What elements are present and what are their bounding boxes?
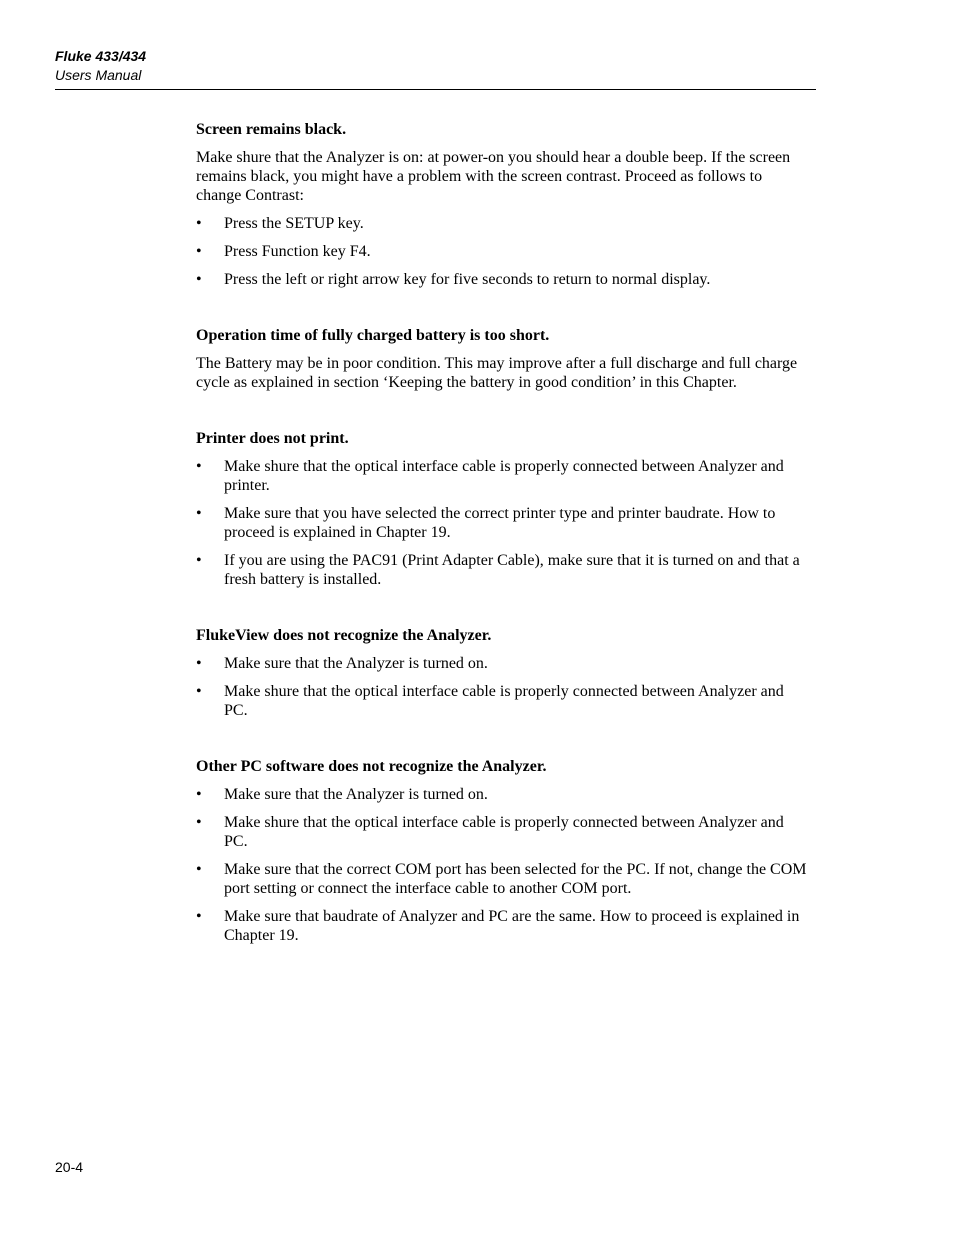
product-title: Fluke 433/434 — [55, 48, 147, 64]
list-item-text: Make sure that you have selected the correct printer type and printer baudrate. How to proceed is explained in Chapter 19. — [224, 505, 776, 541]
section-paragraph: Make shure that the Analyzer is on: at power-on you should hear a double beep. If the screen remains black, you might have a problem with the screen contrast. Proceed as follows to change Contrast: — [196, 149, 791, 204]
list-item — [196, 242, 811, 261]
section-heading: Printer does not print. — [196, 430, 349, 447]
bullet-list — [196, 785, 811, 945]
manual-subtitle: Users Manual — [55, 67, 142, 83]
list-item-text: Make sure that baudrate of Analyzer and PC are the same. How to proceed is explained in Chapter 19. — [224, 908, 800, 944]
section-heading: FlukeView does not recognize the Analyzer. — [196, 627, 492, 644]
bullet-icon: • — [196, 552, 202, 569]
list-item — [196, 860, 811, 898]
bullet-list — [196, 214, 811, 289]
section-heading: Screen remains black. — [196, 121, 347, 138]
list-item — [196, 270, 811, 289]
bullet-list — [196, 457, 811, 589]
section-screen-black — [196, 120, 811, 289]
troubleshooting-content — [196, 120, 811, 982]
bullet-icon: • — [196, 814, 202, 831]
bullet-icon: • — [196, 458, 202, 475]
section-battery-short — [196, 326, 811, 392]
list-item — [196, 907, 811, 945]
list-item-text: Press the SETUP key. — [224, 215, 364, 232]
list-item — [196, 504, 811, 542]
section-printer — [196, 429, 811, 589]
list-item — [196, 785, 811, 804]
bullet-icon: • — [196, 908, 202, 925]
list-item — [196, 813, 811, 851]
header-divider — [55, 89, 816, 90]
bullet-icon: • — [196, 861, 202, 878]
section-heading: Other PC software does not recognize the Analyzer. — [196, 758, 547, 775]
list-item-text: Make shure that the optical interface cable is properly connected between Analyzer and printer. — [224, 458, 784, 494]
list-item-text: Press Function key F4. — [224, 243, 371, 260]
bullet-icon: • — [196, 683, 202, 700]
list-item — [196, 654, 811, 673]
page-number: 20-4 — [55, 1159, 84, 1175]
section-other-pc-software — [196, 757, 811, 945]
list-item-text: Make shure that the optical interface cable is properly connected between Analyzer and PC. — [224, 814, 784, 850]
list-item-text: Make sure that the Analyzer is turned on. — [224, 786, 488, 803]
bullet-icon: • — [196, 271, 202, 288]
section-flukeview — [196, 626, 811, 720]
list-item-text: Make sure that the correct COM port has been selected for the PC. If not, change the COM port setting or connect the interface cable to another COM port. — [224, 861, 807, 897]
bullet-icon: • — [196, 655, 202, 672]
section-paragraph: The Battery may be in poor condition. This may improve after a full discharge and full charge cycle as explained in section ‘Keeping the battery in good condition’ in this Chapter. — [196, 355, 798, 391]
bullet-icon: • — [196, 505, 202, 522]
list-item — [196, 457, 811, 495]
list-item-text: Press the left or right arrow key for five seconds to return to normal display. — [224, 271, 711, 288]
bullet-icon: • — [196, 243, 202, 260]
list-item — [196, 682, 811, 720]
list-item-text: Make sure that the Analyzer is turned on. — [224, 655, 488, 672]
list-item-text: If you are using the PAC91 (Print Adapter Cable), make sure that it is turned on and that a fresh battery is installed. — [224, 552, 800, 588]
bullet-list — [196, 654, 811, 720]
list-item-text: Make shure that the optical interface cable is properly connected between Analyzer and PC. — [224, 683, 784, 719]
bullet-icon: • — [196, 786, 202, 803]
list-item — [196, 551, 811, 589]
section-heading: Operation time of fully charged battery is too short. — [196, 327, 550, 344]
bullet-icon: • — [196, 215, 202, 232]
list-item — [196, 214, 811, 233]
page-header — [55, 48, 146, 84]
